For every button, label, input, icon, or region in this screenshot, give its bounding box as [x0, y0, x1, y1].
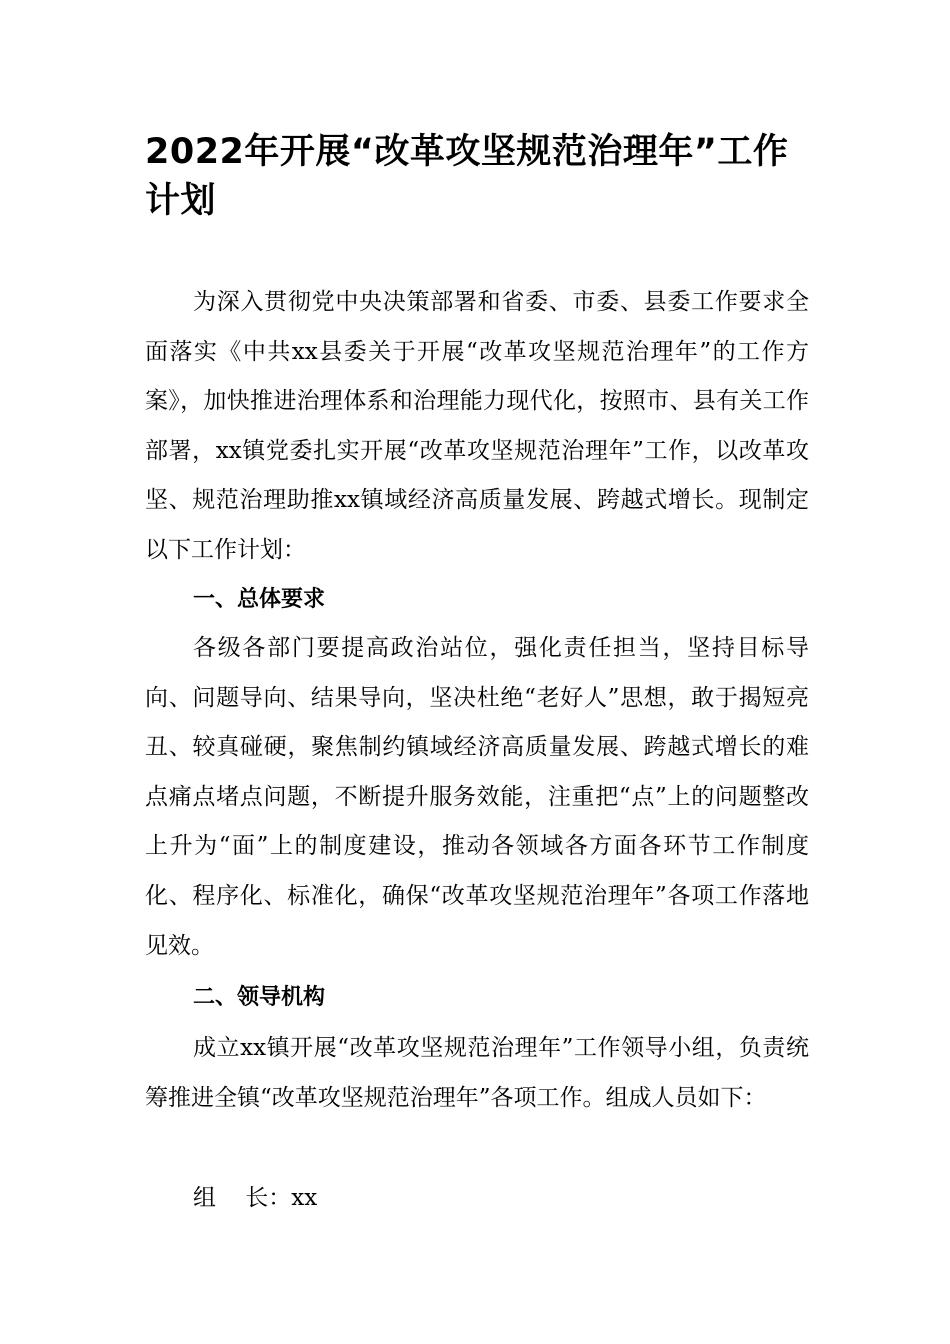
group-leader-name: xx [291, 1185, 318, 1211]
group-leader-role: 组 长： [193, 1185, 292, 1211]
document-title: 2022年开展“改革攻坚规范治理年”工作计划 [145, 132, 789, 221]
section-heading-leadership: 二、领导机构 [193, 985, 326, 1010]
section-heading-overall-requirements: 一、总体要求 [193, 587, 326, 612]
intro-paragraph: 为深入贯彻党中央决策部署和省委、市委、县委工作要求全面落实《中共xx县委关于开展“改革攻坚规范治理年”的工作方案》，加快推进治理体系和治理能力现代化，按照市、县有关工作部署，xx镇党委扎实开展“改革攻坚规范治理年”工作，以改革攻坚、规范治理助推xx镇域经济高质量发展、跨越式增长。现制定以下工作计划： [145, 289, 809, 563]
group-leader-line [193, 1178, 317, 1218]
leadership-paragraph: 成立xx镇开展“改革攻坚规范治理年”工作领导小组，负责统筹推进全镇“改革攻坚规范治理年”各项工作。组成人员如下： [145, 1035, 809, 1111]
overall-requirements-paragraph: 各级各部门要提高政治站位，强化责任担当，坚持目标导向、问题导向、结果导向，坚决杜绝“老好人”思想，敢于揭短亮丑、较真碰硬，聚焦制约镇域经济高质量发展、跨越式增长的难点痛点堵点问题，不断提升服务效能，注重把“点”上的问题整改上升为“面”上的制度建设，推动各领域各方面各环节工作制度化、程序化、标准化，确保“改革攻坚规范治理年”各项工作落地见效。 [145, 635, 809, 959]
